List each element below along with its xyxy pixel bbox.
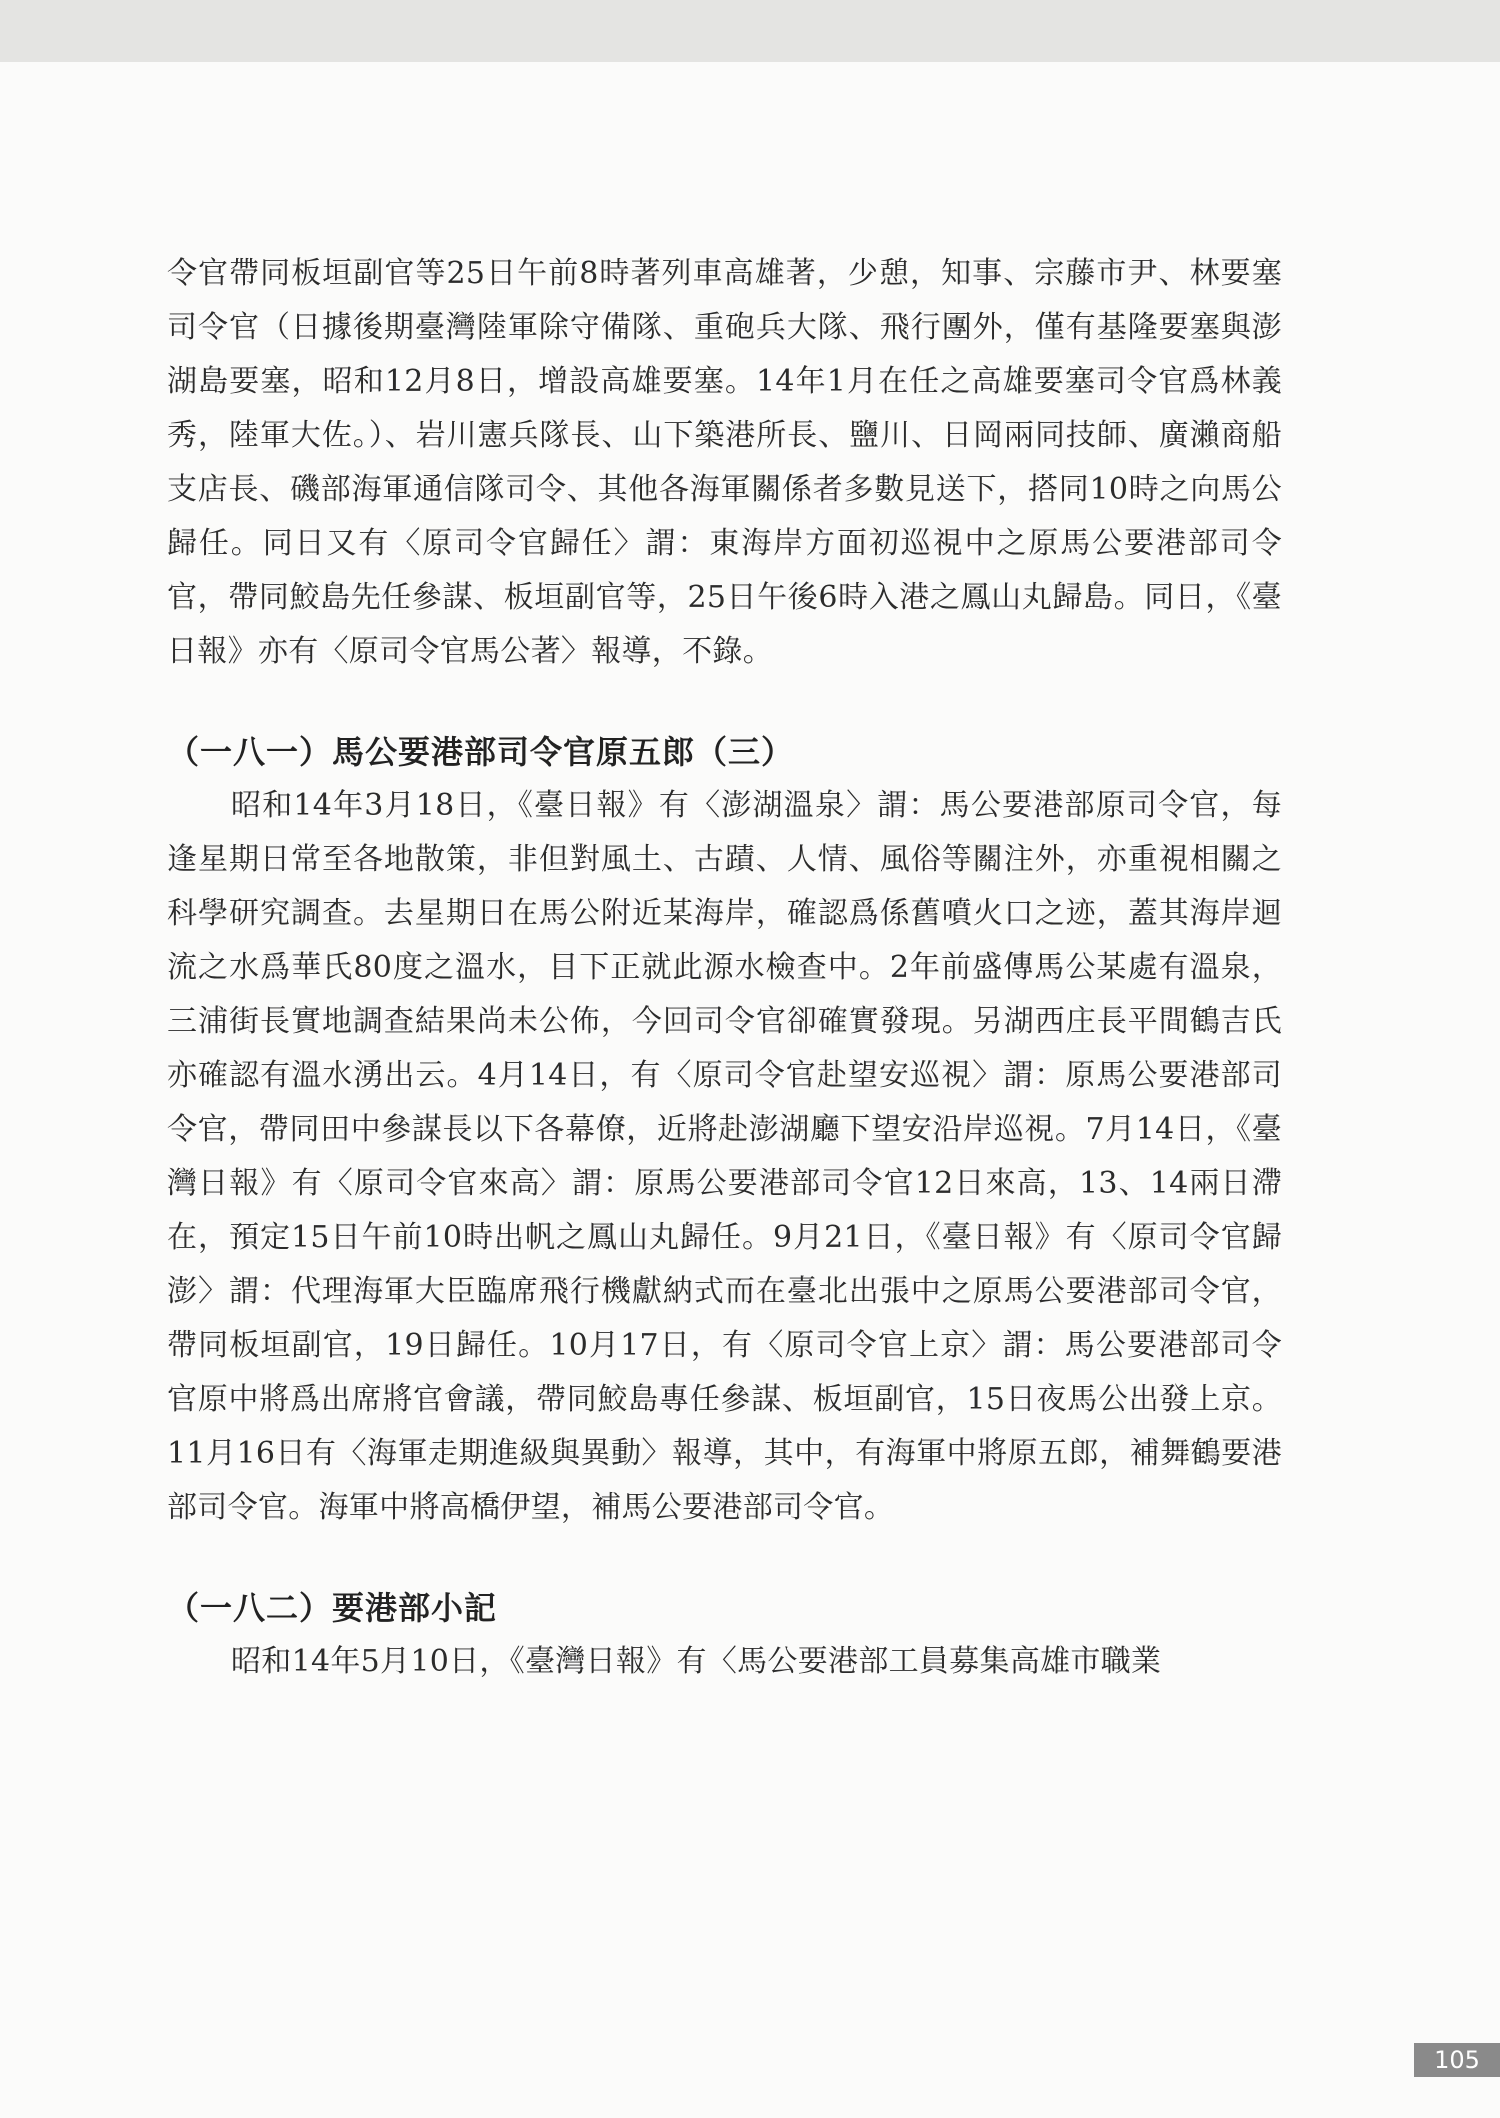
paragraph-181: 昭和14年3月18日，《臺日報》有〈澎湖溫泉〉謂：馬公要港部原司令官，每逢星期日常至各地散策，非但對風土、古蹟、人情、風俗等關注外，亦重視相關之科學研究調查。去星期日在馬公附近某海岸，確認爲係舊噴火口之迹，蓋其海岸迴流之水爲華氏80度之溫水，目下正就此源水檢查中。2年前盛傳馬公某處有溫泉，三浦街長實地調查結果尚未公佈，今回司令官卻確實發現。另湖西庄長平間鶴吉氏亦確認有溫水湧出云。4月14日，有〈原司令官赴望安巡視〉謂：原馬公要港部司令官，帶同田中參謀長以下各幕僚，近將赴澎湖廳下望安沿岸巡視。7月14日，《臺灣日報》有〈原司令官來高〉謂：原馬公要港部司令官12日來高，13、14兩日滯在，預定15日午前10時出帆之鳳山丸歸任。9月21日，《臺日報》有〈原司令官歸澎〉謂：代理海軍大臣臨席飛行機獻納式而在臺北出張中之原馬公要港部司令官，帶同板垣副官，19日歸任。10月17日，有〈原司令官上京〉謂：馬公要港部司令官原中將爲出席將官會議，帶同鮫島專任參謀、板垣副官，15日夜馬公出發上京。11月16日有〈海軍走期進級與異動〉報導，其中，有海軍中將原五郎，補舞鶴要港部司令官。海軍中將高橋伊望，補馬公要港部司令官。 [167,788,1282,1525]
page-content [167,247,1282,1689]
section-heading-181: （一八一）馬公要港部司令官原五郎（三） [167,733,795,771]
document-page [0,62,1500,2118]
section-heading-182: （一八二）要港部小記 [167,1589,498,1627]
paragraph-continued: 令官帶同板垣副官等25日午前8時著列車高雄著，少憩，知事、宗藤市尹、林要塞司令官（日據後期臺灣陸軍除守備隊、重砲兵大隊、飛行團外，僅有基隆要塞與澎湖島要塞，昭和12月8日，增設高雄要塞。14年1月在任之高雄要塞司令官爲林義秀，陸軍大佐。）、岩川憲兵隊長、山下築港所長、鹽川、日岡兩同技師、廣瀨商船支店長、磯部海軍通信隊司令、其他各海軍關係者多數見送下，搭同10時之向馬公歸任。同日又有〈原司令官歸任〉謂：東海岸方面初巡視中之原馬公要港部司令官，帶同鮫島先任參謀、板垣副官等，25日午後6時入港之鳳山丸歸島。同日，《臺日報》亦有〈原司令官馬公著〉報導，不錄。 [167,256,1282,669]
page-number: 105 [1414,2043,1500,2077]
paragraph-182: 昭和14年5月10日，《臺灣日報》有〈馬公要港部工員募集高雄市職業 [231,1644,1162,1679]
